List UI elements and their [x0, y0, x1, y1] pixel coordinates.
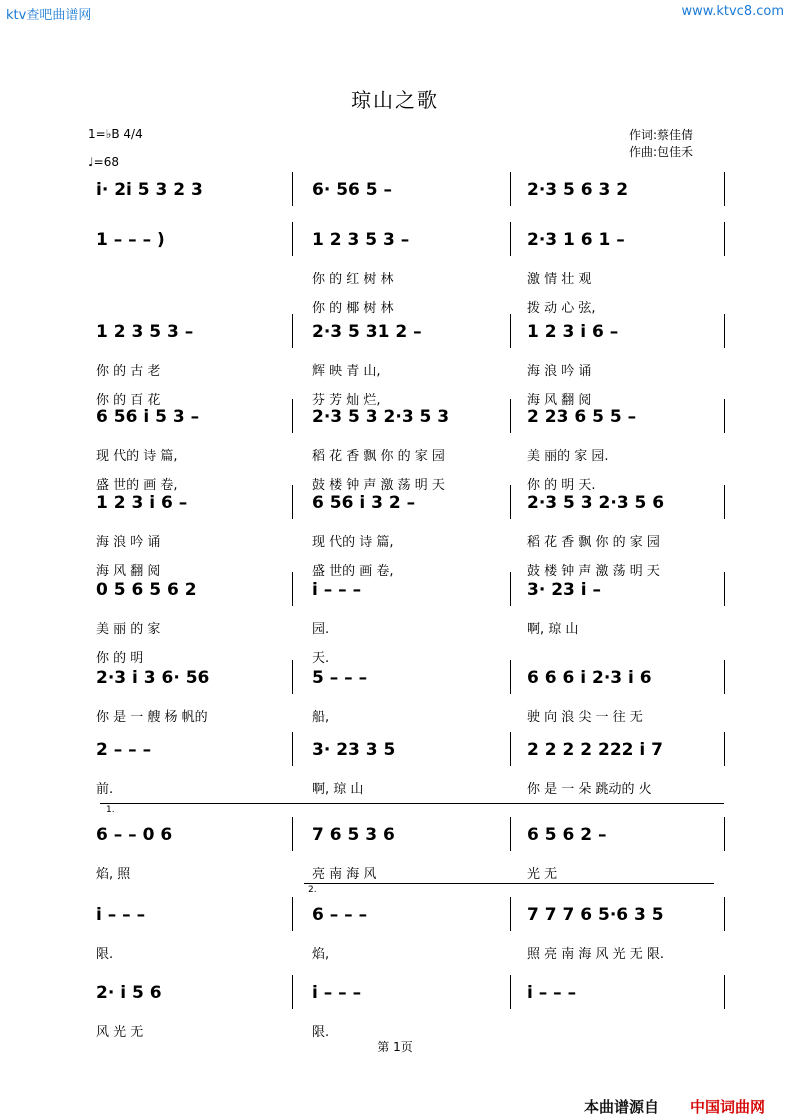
- lyrics-row: [0, 706, 790, 724]
- measure-notes: 3· 23 i –: [527, 580, 602, 600]
- composer: 作曲:包佳禾: [629, 145, 694, 159]
- volta-number: 2.: [308, 885, 317, 895]
- measure-notes: 2 2 2 2 222 i 7: [527, 740, 663, 760]
- measure-lyrics: 限.: [312, 1025, 330, 1040]
- measure-notes: 6 – – –: [312, 905, 368, 925]
- measure-notes: 6 6 6 i 2·3 i 6: [527, 668, 652, 688]
- source-label: 本曲谱源自: [584, 1098, 660, 1116]
- measure-notes: 7 6 5 3 6: [312, 825, 395, 845]
- measure-notes: i· 2i 5 3 2 3: [96, 180, 203, 200]
- notes-row: [0, 407, 790, 429]
- lyrics-row: [0, 560, 790, 578]
- measure-notes: 5 – – –: [312, 668, 368, 688]
- measure-lyrics: 你 是 一 艘 杨 帆的: [96, 710, 208, 725]
- volta-number: 1.: [106, 805, 115, 815]
- measure-lyrics: 焰,: [312, 947, 330, 962]
- measure-lyrics: 海 风 翻 阅: [527, 393, 592, 408]
- measure-notes: 6 56 i 5 3 –: [96, 407, 200, 427]
- bar-line: [292, 399, 293, 433]
- bar-line: [724, 314, 725, 348]
- volta-bracket: [304, 883, 714, 884]
- measure-notes: 2· i 5 6: [96, 983, 162, 1003]
- measure-lyrics: 拨 动 心 弦,: [527, 301, 596, 316]
- measure-lyrics: 园.: [312, 622, 330, 637]
- bar-line: [724, 222, 725, 256]
- measure-notes: 2·3 5 3 2·3 5 3: [312, 407, 450, 427]
- measure-lyrics: 光 无: [527, 867, 558, 882]
- measure-notes: 2·3 5 31 2 –: [312, 322, 422, 342]
- bar-line: [292, 485, 293, 519]
- bar-line: [292, 172, 293, 206]
- lyrics-row: [0, 268, 790, 286]
- measure-notes: 7 7 7 6 5·6 3 5: [527, 905, 664, 925]
- measure-lyrics: 美 丽的 家 园.: [527, 449, 609, 464]
- measure-notes: 6· 56 5 –: [312, 180, 393, 200]
- bar-line: [724, 897, 725, 931]
- bar-line: [724, 732, 725, 766]
- lyrics-row: [0, 360, 790, 378]
- bar-line: [292, 897, 293, 931]
- page-number: 第 1页: [377, 1040, 413, 1054]
- lyrics-row: [0, 778, 790, 796]
- bar-line: [724, 572, 725, 606]
- bar-line: [510, 732, 511, 766]
- measure-lyrics: 鼓 楼 钟 声 激 荡 明 天: [527, 564, 660, 579]
- measure-lyrics: 海 风 翻 阅: [96, 564, 161, 579]
- bar-line: [510, 399, 511, 433]
- measure-lyrics: 天.: [312, 651, 330, 666]
- measure-lyrics: 驶 向 浪 尖 一 往 无: [527, 710, 643, 725]
- measure-lyrics: 芬 芳 灿 烂,: [312, 393, 381, 408]
- notes-row: [0, 983, 790, 1005]
- bar-line: [292, 572, 293, 606]
- measure-notes: 6 56 i 3 2 –: [312, 493, 416, 513]
- bar-line: [724, 975, 725, 1009]
- key-signature: 1=♭B 4/4: [88, 127, 143, 141]
- measure-lyrics: 盛 世的 画 卷,: [312, 564, 394, 579]
- site-watermark-left[interactable]: ktv查吧曲谱网: [6, 8, 92, 23]
- measure-notes: i – – –: [527, 983, 577, 1003]
- measure-lyrics: 你 的 明: [96, 651, 144, 666]
- bar-line: [292, 975, 293, 1009]
- notes-row: [0, 180, 790, 202]
- bar-line: [724, 817, 725, 851]
- measure-notes: 0 5 6 5 6 2: [96, 580, 197, 600]
- measure-lyrics: 盛 世的 画 卷,: [96, 478, 178, 493]
- measure-notes: 6 – – 0 6: [96, 825, 173, 845]
- lyrics-row: [0, 943, 790, 961]
- bar-line: [510, 172, 511, 206]
- bar-line: [510, 817, 511, 851]
- notes-row: [0, 825, 790, 847]
- bar-line: [724, 660, 725, 694]
- measure-lyrics: 鼓 楼 钟 声 激 荡 明 天: [312, 478, 445, 493]
- credits: [629, 127, 693, 161]
- measure-lyrics: 你 是 一 朵 跳动的 火: [527, 782, 652, 797]
- measure-notes: 1 – – – ): [96, 230, 165, 250]
- bar-line: [510, 485, 511, 519]
- notes-row: [0, 668, 790, 690]
- bar-line: [724, 485, 725, 519]
- measure-lyrics: 美 丽 的 家: [96, 622, 161, 637]
- lyrics-row: [0, 474, 790, 492]
- lyrics-row: [0, 445, 790, 463]
- measure-lyrics: 你 的 百 花: [96, 393, 161, 408]
- source-name[interactable]: 中国词曲网: [690, 1098, 766, 1116]
- measure-lyrics: 海 浪 吟 诵: [527, 364, 592, 379]
- measure-notes: i – – –: [96, 905, 146, 925]
- bar-line: [510, 897, 511, 931]
- measure-lyrics: 现 代的 诗 篇,: [96, 449, 178, 464]
- measure-lyrics: 照 亮 南 海 风 光 无 限.: [527, 947, 665, 962]
- measure-notes: 1 2 3 i 6 –: [96, 493, 188, 513]
- measure-notes: 1 2 3 5 3 –: [96, 322, 194, 342]
- measure-notes: 1 2 3 5 3 –: [312, 230, 410, 250]
- measure-lyrics: 你 的 古 老: [96, 364, 161, 379]
- measure-lyrics: 激 情 壮 观: [527, 272, 592, 287]
- lyrics-row: [0, 297, 790, 315]
- measure-notes: 2 23 6 5 5 –: [527, 407, 637, 427]
- lyrics-row: [0, 618, 790, 636]
- bar-line: [292, 817, 293, 851]
- bar-line: [510, 975, 511, 1009]
- measure-notes: 2·3 i 3 6· 56: [96, 668, 210, 688]
- measure-lyrics: 稻 花 香 飘 你 的 家 园: [312, 449, 445, 464]
- bar-line: [510, 222, 511, 256]
- site-watermark-right[interactable]: www.ktvc8.com: [681, 4, 784, 19]
- bar-line: [292, 732, 293, 766]
- measure-lyrics: 亮 南 海 风: [312, 867, 377, 882]
- measure-notes: i – – –: [312, 580, 362, 600]
- notes-row: [0, 493, 790, 515]
- bar-line: [292, 660, 293, 694]
- bar-line: [724, 399, 725, 433]
- measure-lyrics: 现 代的 诗 篇,: [312, 535, 394, 550]
- measure-lyrics: 风 光 无: [96, 1025, 144, 1040]
- measure-lyrics: 前.: [96, 782, 114, 797]
- notes-row: [0, 905, 790, 927]
- tempo-marking: ♩=68: [88, 155, 119, 169]
- measure-lyrics: 辉 映 青 山,: [312, 364, 381, 379]
- measure-notes: 6 5 6 2 –: [527, 825, 607, 845]
- notes-row: [0, 230, 790, 252]
- bar-line: [292, 222, 293, 256]
- bar-line: [724, 172, 725, 206]
- bar-line: [292, 314, 293, 348]
- measure-lyrics: 稻 花 香 飘 你 的 家 园: [527, 535, 660, 550]
- measure-lyrics: 船,: [312, 710, 330, 725]
- measure-notes: 2·3 5 6 3 2: [527, 180, 629, 200]
- lyrics-row: [0, 1021, 790, 1039]
- measure-lyrics: 你 的 椰 树 林: [312, 301, 394, 316]
- measure-notes: 3· 23 3 5: [312, 740, 396, 760]
- measure-notes: 2·3 5 3 2·3 5 6: [527, 493, 665, 513]
- notes-row: [0, 740, 790, 762]
- measure-lyrics: 啊, 琼 山: [527, 622, 579, 637]
- bar-line: [510, 314, 511, 348]
- measure-lyrics: 你 的 红 树 林: [312, 272, 394, 287]
- measure-lyrics: 海 浪 吟 诵: [96, 535, 161, 550]
- measure-lyrics: 你 的 明 天.: [527, 478, 596, 493]
- volta-bracket: [100, 803, 724, 804]
- bar-line: [510, 660, 511, 694]
- lyrics-row: [0, 389, 790, 407]
- lyrics-row: [0, 531, 790, 549]
- notes-row: [0, 580, 790, 602]
- measure-lyrics: 啊, 琼 山: [312, 782, 364, 797]
- lyrics-row: [0, 863, 790, 881]
- measure-lyrics: 焰, 照: [96, 867, 131, 882]
- notes-row: [0, 322, 790, 344]
- measure-notes: i – – –: [312, 983, 362, 1003]
- bar-line: [510, 572, 511, 606]
- lyrics-row: [0, 647, 790, 665]
- measure-notes: 1 2 3 i 6 –: [527, 322, 619, 342]
- measure-lyrics: 限.: [96, 947, 114, 962]
- song-title: 琼山之歌: [351, 88, 439, 112]
- measure-notes: 2 – – –: [96, 740, 152, 760]
- lyricist: 作词:蔡佳倩: [629, 128, 694, 142]
- measure-notes: 2·3 1 6 1 –: [527, 230, 625, 250]
